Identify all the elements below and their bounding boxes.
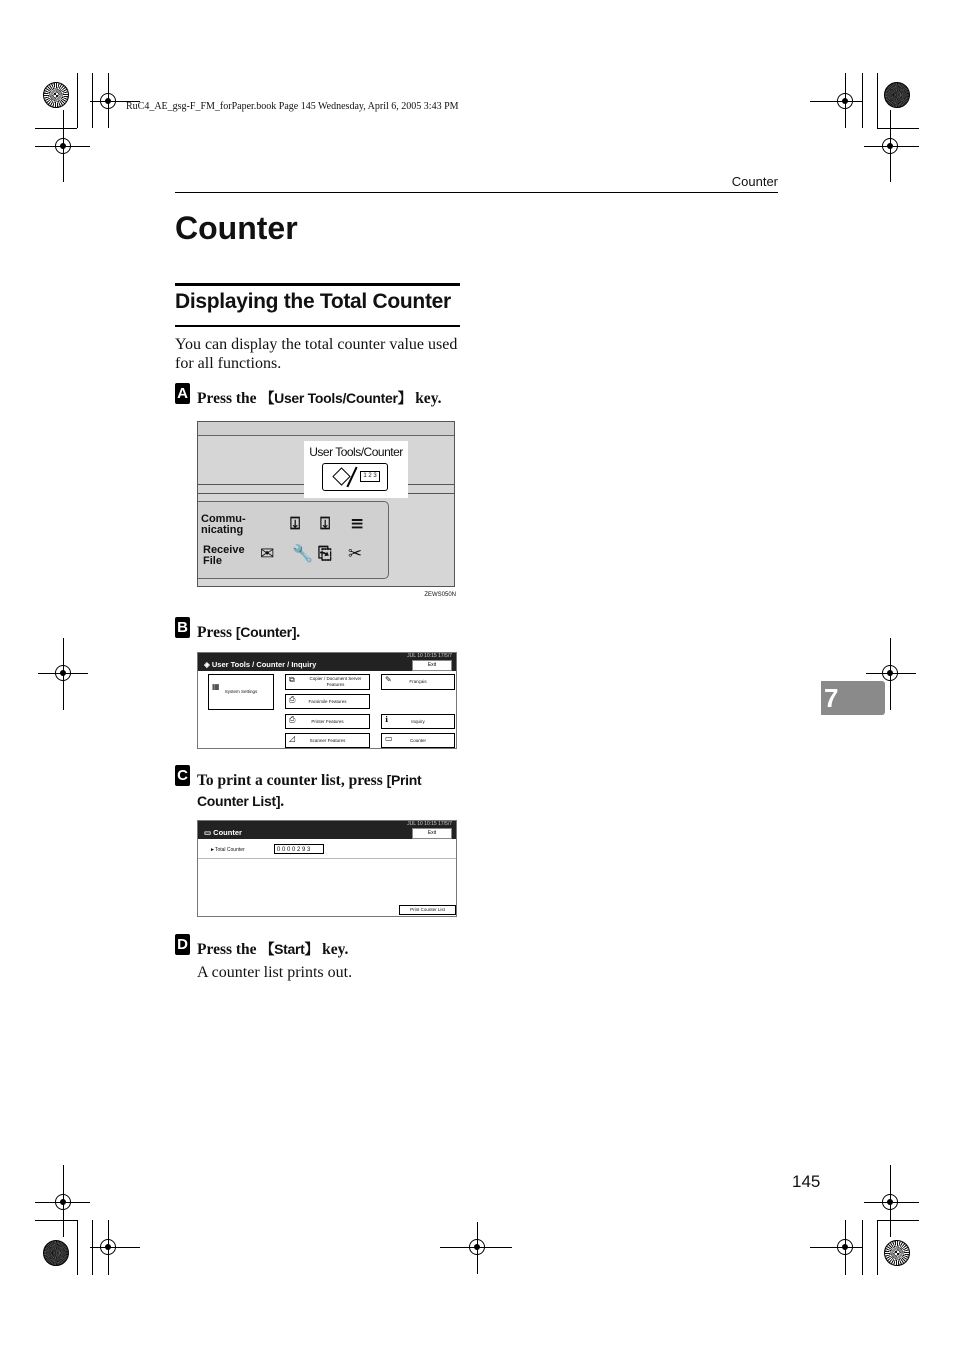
fax-document-icon: ≡ [350,514,365,534]
status-text: JUL 10 10:15 17/5/7 [407,653,452,659]
step-3-badge: C [175,765,190,786]
registration-target-icon [55,665,71,681]
exit-button[interactable]: Exit [412,828,452,839]
counter-icon: ▭ [204,828,214,837]
envelope-icon: ✉ [260,544,275,564]
counter-button[interactable]: ▭ Counter [381,733,455,748]
chapter-tab: 7 [821,681,885,715]
fax-icon: ⎙ [289,695,296,704]
step-4-badge: D [175,934,190,955]
key-label: User Tools/Counter [309,445,403,459]
language-button[interactable]: ✎ Français [381,674,455,690]
fax-in-memory-icon: ⍗ [290,514,301,534]
service-icon: ✂ [348,544,363,564]
page-title: Counter [175,210,298,246]
step-1-badge: A [175,383,190,404]
running-head: Counter [731,174,778,189]
control-panel-illustration: User Tools/Counter 1 2 3 Commu- nicating ⍗ ⍗ ≡ Receive File ✉ 🔧 ⎘ ✂ ZEWS050N [197,421,455,587]
scanner-icon: ◿ [289,734,296,743]
section-rule-bottom [175,325,460,327]
system-settings-button[interactable]: ▦ System Settings [208,674,274,710]
screen-title: ◈ User Tools / Counter / Inquiry [204,660,317,669]
wrench-icon: 🔧 [292,544,314,564]
user-tools-screen [197,652,457,749]
total-counter-value: 0 0 0 0 2 9 3 [274,844,324,854]
step-3-text: To print a counter list, press [Print Counter List]. [197,772,422,810]
status-text: JUL 10 10:15 17/5/7 [407,821,452,827]
color-wheel-icon [43,1240,69,1266]
copier-icon: ⧉ [289,675,295,684]
user-tools-icon: ◈ [204,660,212,669]
screen-title: ▭ Counter [204,828,242,837]
section-rule-top [175,283,460,286]
scanner-features-button[interactable]: ◿ Scanner Features [285,733,370,748]
step-4-result: A counter list prints out. [197,964,353,981]
counter-icon: 1 2 3 [360,471,380,482]
user-tools-counter-key-label: 【User Tools/Counter】 [260,390,412,406]
settings-icon: ▦ [212,682,220,691]
registration-target-icon [882,665,898,681]
registration-target-icon [100,93,116,109]
inquiry-button[interactable]: ℹ Inquiry [381,714,455,729]
page-number: 145 [792,1172,821,1191]
total-counter-label: ►Total Counter [210,847,245,853]
figure-code: ZEWS050N [424,592,456,598]
step-1-text: Press the 【User Tools/Counter】 key. [197,390,442,407]
printer-icon: ⎙ [289,715,296,724]
receive-file-label: Receive [203,544,245,556]
registration-target-icon [882,1194,898,1210]
step-2-text: Press [Counter]. [197,624,301,641]
copier-features-button[interactable]: ⧉ Copier / Document Server Features [285,674,370,690]
step-4-text: Press the 【Start】 key. [197,941,349,958]
header-rule [175,192,778,193]
step-2-badge: B [175,617,190,638]
paper-jam-icon: ⎘ [318,544,332,564]
registration-target-icon [837,1239,853,1255]
color-wheel-icon [884,1240,910,1266]
fax-communicating-icon: ⍗ [320,514,331,534]
registration-target-icon [100,1239,116,1255]
book-info: RuC4_AE_gsg-F_FM_forPaper.book Page 145 Wednesday, April 6, 2005 3:43 PM [126,101,459,112]
language-icon: ✎ [385,675,392,684]
registration-target-icon [55,138,71,154]
registration-target-icon [882,138,898,154]
section-title: Displaying the Total Counter [175,290,451,313]
registration-target-icon [837,93,853,109]
counter-icon: ▭ [385,734,393,743]
print-counter-list-button[interactable]: Print Counter List [399,905,456,915]
registration-target-icon [55,1194,71,1210]
registration-target-icon [469,1239,485,1255]
counter-screen [197,820,457,917]
intro-paragraph: You can display the total counter value used for all functions. [175,336,458,372]
exit-button[interactable]: Exit [412,660,452,671]
user-tools-counter-key[interactable] [322,463,388,491]
info-icon: ℹ [385,715,389,724]
communicating-label: Commu- [201,513,246,525]
color-wheel-icon [43,82,69,108]
color-wheel-icon [884,82,910,108]
facsimile-features-button[interactable]: ⎙ Facsimile Features [285,694,370,709]
printer-features-button[interactable]: ⎙ Printer Features [285,714,370,729]
